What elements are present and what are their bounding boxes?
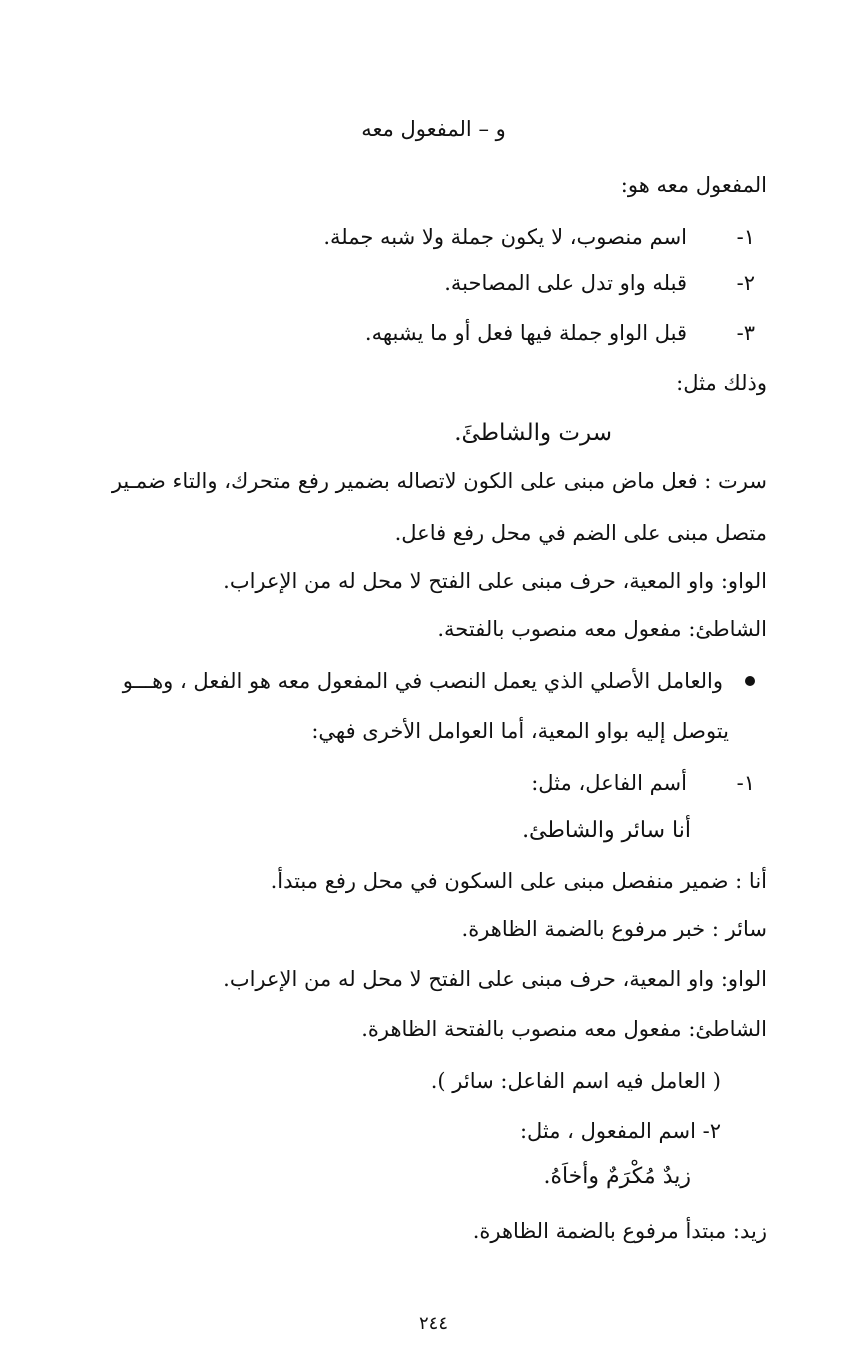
bullet-continuation: يتوصل إليه بواو المعية، أما العوامل الأخرى فهي: <box>311 719 729 743</box>
item-text: أسم الفاعل، مثل: <box>531 771 687 795</box>
item-text: قبل الواو جملة فيها فعل أو ما يشبهه. <box>364 321 687 345</box>
parse-line: سرت : فعل ماض مبنى على الكون لاتصاله بضمير رفع متحرك، والتاء ضمـير <box>111 469 767 493</box>
parse-line: زيد: مبتدأ مرفوع بالضمة الظاهرة. <box>472 1219 767 1243</box>
bullet-text: والعامل الأصلي الذي يعمل النصب في المفعول معه هو الفعل ، وهـــو <box>122 669 723 693</box>
sub-item: ٢- اسم المفعول ، مثل: <box>519 1119 721 1143</box>
definition-item <box>444 268 755 298</box>
example-sentence: أنا سائر والشاطئ. <box>522 818 691 843</box>
item-number: ١- <box>736 225 755 249</box>
example-sentence: زيدٌ مُكْرَمٌ وأخاَهُ. <box>543 1164 691 1189</box>
item-number: ٣- <box>736 321 755 345</box>
parse-line: أنا : ضمير منفصل مبنى على السكون في محل رفع مبتدأ. <box>270 869 767 893</box>
page-number: ٢٤٤ <box>418 1313 448 1334</box>
parse-line: الشاطئ: مفعول معه منصوب بالفتحة. <box>437 617 767 641</box>
parse-line: الشاطئ: مفعول معه منصوب بالفتحة الظاهرة. <box>361 1017 767 1041</box>
definition-item <box>365 318 755 348</box>
item-number: ٢- <box>736 271 755 295</box>
item-text: قبله واو تدل على المصاحبة. <box>444 271 687 295</box>
definition-intro: المفعول معه هو: <box>620 173 767 197</box>
note-line: ( العامل فيه اسم الفاعل: سائر ). <box>430 1069 721 1093</box>
bullet-icon <box>745 676 755 686</box>
example-intro: وذلك مثل: <box>676 371 767 395</box>
parse-line: الواو: واو المعية، حرف مبنى على الفتح لا محل له من الإعراب. <box>223 569 767 593</box>
parse-line: سائر : خبر مرفوع بالضمة الظاهرة. <box>461 917 767 941</box>
sub-item <box>531 768 755 798</box>
parse-line: متصل مبنى على الضم في محل رفع فاعل. <box>394 521 767 545</box>
definition-item <box>323 222 755 252</box>
example-sentence: سرت والشاطئَ. <box>454 420 612 446</box>
bullet-paragraph <box>123 666 755 696</box>
section-heading: و – المفعول معه <box>361 117 506 141</box>
item-number: ١- <box>736 771 755 795</box>
item-text: اسم منصوب، لا يكون جملة ولا شبه جملة. <box>323 225 687 249</box>
parse-line: الواو: واو المعية، حرف مبنى على الفتح لا محل له من الإعراب. <box>223 967 767 991</box>
